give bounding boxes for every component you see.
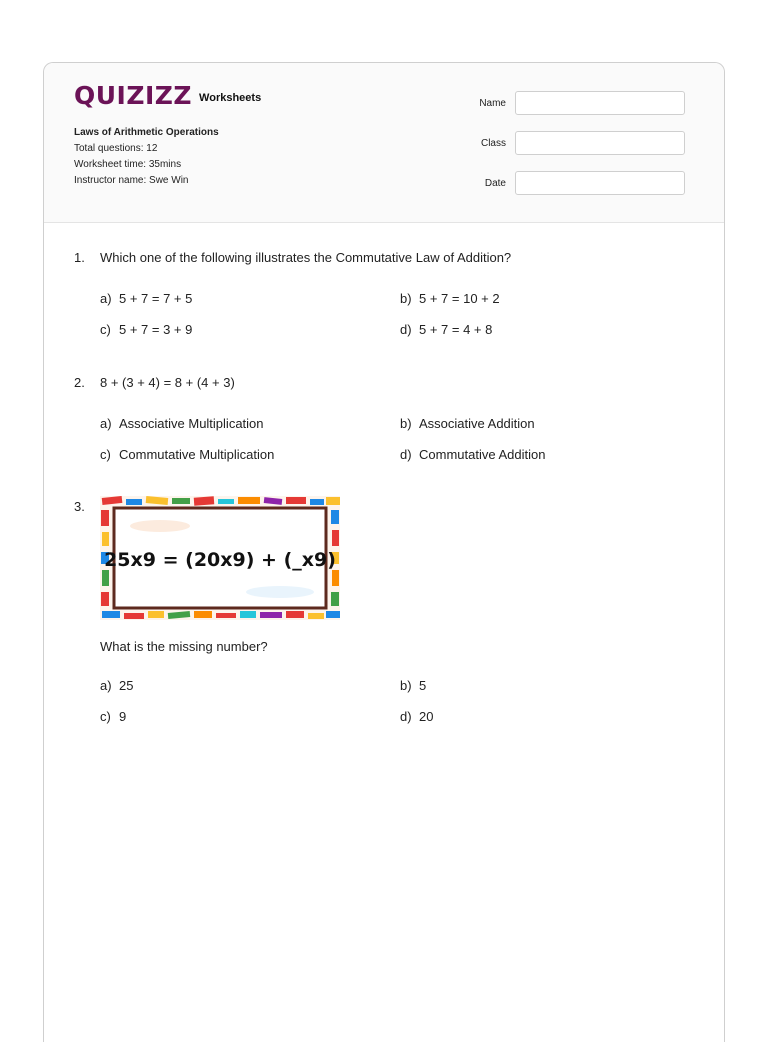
question-text: Which one of the following illustrates the Commutative Law of Addition?	[100, 250, 512, 265]
option-text: Associative Addition	[419, 416, 535, 431]
option-a[interactable]	[100, 291, 192, 306]
total-questions: Total questions: 12	[74, 143, 158, 154]
class-field-row	[444, 131, 694, 155]
option-letter: c)	[100, 322, 111, 337]
worksheet-sheet	[43, 62, 725, 1042]
worksheet-time: Worksheet time: 35mins	[74, 159, 182, 170]
name-label: Name	[479, 97, 506, 109]
question-number: 3.	[74, 499, 85, 514]
question-2	[74, 375, 694, 462]
option-text: 5 + 7 = 3 + 9	[119, 322, 193, 337]
option-text: 5 + 7 = 4 + 8	[419, 322, 493, 337]
student-fields	[444, 91, 694, 211]
date-field[interactable]	[515, 171, 685, 195]
option-text: 9	[119, 709, 127, 724]
worksheet-title: Laws of Arithmetic Operations	[74, 127, 219, 138]
worksheet-header	[44, 63, 724, 223]
option-d[interactable]	[400, 447, 545, 462]
option-text: 25	[119, 678, 134, 693]
date-label: Date	[484, 177, 506, 189]
option-text: 20	[419, 709, 434, 724]
option-c[interactable]	[100, 322, 192, 337]
option-letter: c)	[100, 447, 111, 462]
option-b[interactable]	[400, 291, 500, 306]
question-text: What is the missing number?	[100, 639, 268, 654]
option-letter: d)	[400, 322, 412, 337]
equation-image	[100, 496, 340, 620]
option-text: Associative Multiplication	[119, 416, 264, 431]
option-letter: d)	[400, 709, 412, 724]
name-field-row	[444, 91, 694, 115]
question-1	[74, 250, 694, 337]
brand-subtitle: Worksheets	[199, 92, 262, 104]
option-d[interactable]	[400, 709, 433, 724]
option-c[interactable]	[100, 447, 274, 462]
option-text: 5 + 7 = 7 + 5	[119, 291, 193, 306]
option-text: Commutative Addition	[419, 447, 546, 462]
class-field[interactable]	[515, 131, 685, 155]
option-b[interactable]	[400, 678, 426, 693]
option-text: Commutative Multiplication	[119, 447, 275, 462]
question-number: 1.	[74, 250, 85, 265]
question-text: 8 + (3 + 4) = 8 + (4 + 3)	[100, 375, 235, 390]
option-letter: b)	[400, 291, 412, 306]
option-letter: a)	[100, 416, 112, 431]
quizizz-logo: QUIZIZZ	[74, 81, 193, 110]
option-a[interactable]	[100, 416, 264, 431]
option-d[interactable]	[400, 322, 492, 337]
option-letter: d)	[400, 447, 412, 462]
date-field-row	[444, 171, 694, 195]
option-text: 5 + 7 = 10 + 2	[419, 291, 500, 306]
equation-text: 25x9 = (20x9) + (_x9)	[104, 549, 336, 571]
option-c[interactable]	[100, 709, 126, 724]
worksheet-meta	[74, 127, 219, 191]
brand	[74, 83, 261, 108]
question-number: 2.	[74, 375, 85, 390]
option-text: 5	[419, 678, 427, 693]
option-letter: b)	[400, 416, 412, 431]
option-letter: c)	[100, 709, 111, 724]
question-3	[74, 496, 694, 736]
option-letter: b)	[400, 678, 412, 693]
name-field[interactable]	[515, 91, 685, 115]
option-a[interactable]	[100, 678, 133, 693]
option-letter: a)	[100, 291, 112, 306]
option-b[interactable]	[400, 416, 535, 431]
instructor-name: Instructor name: Swe Win	[74, 175, 189, 186]
option-letter: a)	[100, 678, 112, 693]
class-label: Class	[480, 137, 506, 149]
